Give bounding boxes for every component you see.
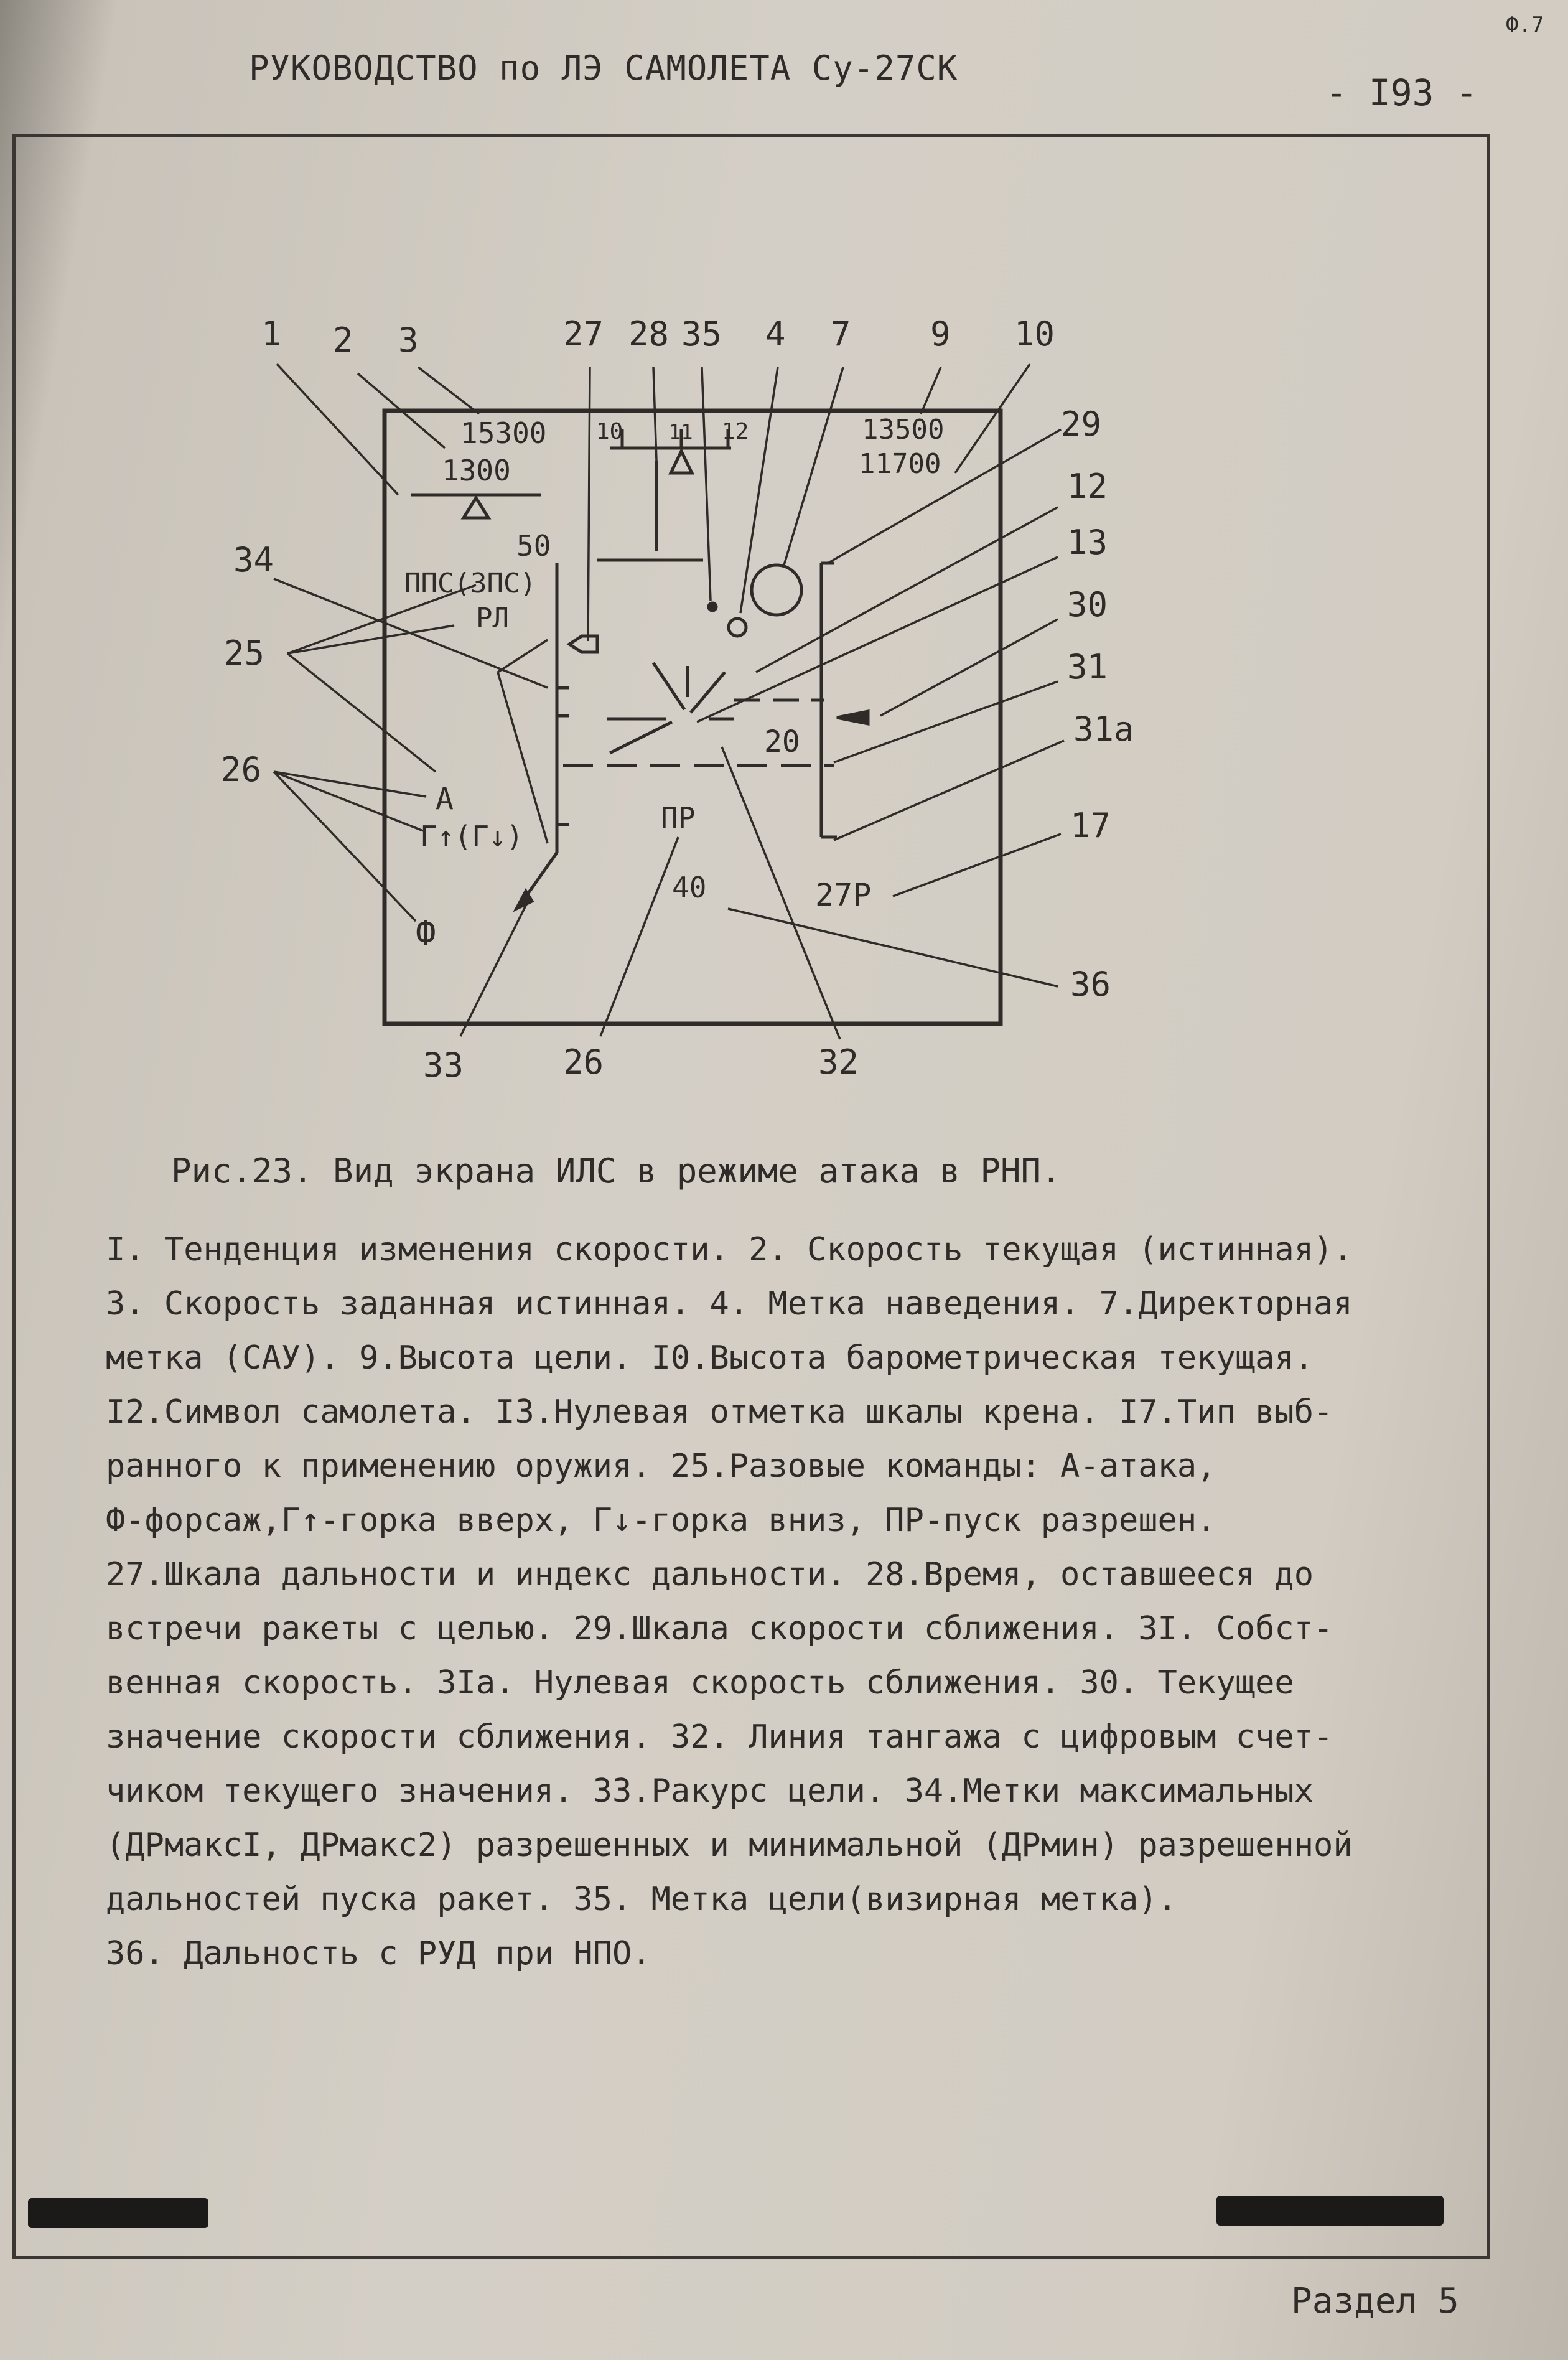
leader-35 (702, 367, 711, 601)
callout-28: 28 (628, 314, 670, 354)
leader-17 (893, 834, 1061, 896)
leader-27 (588, 367, 590, 641)
leader-30 (880, 619, 1058, 716)
roll-label-11: 11 (669, 420, 693, 444)
callout-leaders (274, 364, 1064, 1039)
callout-25: 25 (224, 634, 265, 673)
callout-3: 3 (398, 321, 419, 360)
pitch-value: 40 (672, 871, 707, 904)
leader-25c (287, 653, 436, 772)
callout-30: 30 (1067, 585, 1108, 624)
leader-1 (277, 364, 398, 495)
callout-10: 10 (1014, 314, 1055, 354)
callout-13: 13 (1067, 523, 1108, 562)
callout-26-bottom: 26 (563, 1042, 604, 1082)
roll-triangle-marker (671, 451, 692, 473)
page-number: - I93 - (1325, 72, 1478, 114)
leader-4 (740, 367, 778, 613)
speed-triangle-marker (464, 498, 488, 518)
callout-27: 27 (563, 314, 604, 354)
leader-13 (697, 557, 1058, 722)
callout-9: 9 (930, 314, 951, 354)
callout-35: 35 (681, 314, 722, 354)
figure-caption: Рис.23. Вид экрана ИЛС в режиме атака в РНП. (171, 1151, 1062, 1191)
leader-26-bottom (600, 837, 678, 1036)
callout-31: 31 (1067, 647, 1108, 686)
callout-34: 34 (233, 540, 274, 579)
director-circle (752, 565, 801, 615)
figure-legend: I. Тенденция изменения скорости. 2. Скорость текущая (истинная). 3. Скорость заданная истинная. 4. Метка наведения. 7.Директорная метка (САУ). 9.Высота цели. I0.Высота барометрическая текущая. I2.Символ самолета. I3.Нулевая отметка шкалы крена. I7.Тип выб- ранного к применению оружия. 25.Разовые команды: А-атака, Ф-форсаж,Г↑-горка вверх, Г↓-горка вниз, ПР-пуск разрешен. 27.Шкала дальности и индекс дальности. 28.Время, оставшееся до встречи ракеты с целью. 29.Шкала скорости сближения. 3I. Собст- венная скорость. 3Iа. Нулевая скорость сближения. 30. Текущее значение скорости сближения. 32. Линия тангажа с цифровым счет- чиком текущего значения. 33.Ракурс цели. 34.Метки максимальных (ДРмаксI, ДРмакс2) разрешенных и минимальной (ДРмин) разрешенной дальностей пуска ракет. 35. Метка цели(визирная метка). 36. Дальность с РУД при НПО. (106, 1231, 1353, 1972)
roll-label-10: 10 (596, 419, 623, 444)
callout-7: 7 (831, 314, 851, 354)
redaction-bar-left (28, 2198, 208, 2228)
leader-31a (834, 741, 1064, 840)
callout-2: 2 (333, 321, 353, 360)
range-scale-50: 50 (516, 529, 551, 563)
speed-current-value: 1300 (442, 454, 511, 487)
range-index-arrow (569, 636, 597, 652)
target-mark-dot (709, 603, 716, 611)
leader-7 (784, 367, 843, 565)
callout-1: 1 (261, 314, 282, 354)
attack-command: А (436, 782, 454, 817)
aircraft-symbol-lower-left (610, 722, 672, 753)
aircraft-symbol-left-diag (653, 663, 684, 709)
leader-10 (955, 364, 1030, 473)
baro-altitude-value: 11700 (859, 448, 941, 480)
callout-12: 12 (1067, 467, 1108, 506)
roll-label-12: 12 (722, 419, 749, 444)
hud-screen-frame (385, 411, 1001, 1024)
target-altitude-value: 13500 (862, 414, 945, 446)
callout-4: 4 (765, 314, 786, 354)
leader-33b (498, 672, 548, 843)
closure-speed-value: 20 (764, 724, 800, 759)
callout-31a: 31а (1073, 709, 1134, 749)
leader-26c (274, 772, 416, 921)
callout-33: 33 (423, 1046, 464, 1085)
document-header-title: РУКОВОДСТВО по ЛЭ САМОЛЕТА Су-27СК (249, 49, 958, 88)
leader-36 (728, 909, 1058, 986)
launch-permitted: ПР (661, 801, 696, 835)
leader-3 (418, 367, 479, 414)
redaction-bar-right (1216, 2196, 1444, 2226)
weapon-type: 27Р (815, 877, 872, 913)
callout-17: 17 (1070, 806, 1111, 845)
callout-29: 29 (1061, 405, 1102, 444)
rl-command: РЛ (476, 602, 509, 634)
pps-command: ППС(ЗПС) (404, 568, 536, 599)
callout-32: 32 (818, 1042, 859, 1082)
section-label: Раздел 5 (1291, 2281, 1459, 2321)
afterburner-command: Ф (416, 914, 436, 953)
callout-36: 36 (1070, 965, 1111, 1004)
leader-26a (274, 772, 426, 797)
own-speed-arrow (837, 711, 868, 724)
hud-diagram (0, 0, 1568, 1120)
climb-command: Г↑(Г↓) (420, 820, 524, 853)
corner-mark: Ф.7 (1506, 12, 1544, 37)
speed-set-value: 15300 (460, 416, 547, 450)
guidance-mark (729, 619, 746, 636)
callout-26-left: 26 (221, 750, 262, 789)
leader-34b (498, 640, 548, 672)
leader-33 (460, 899, 529, 1036)
leader-9 (921, 367, 941, 414)
aircraft-symbol-right-diag (691, 672, 725, 713)
leader-26b (274, 772, 423, 831)
